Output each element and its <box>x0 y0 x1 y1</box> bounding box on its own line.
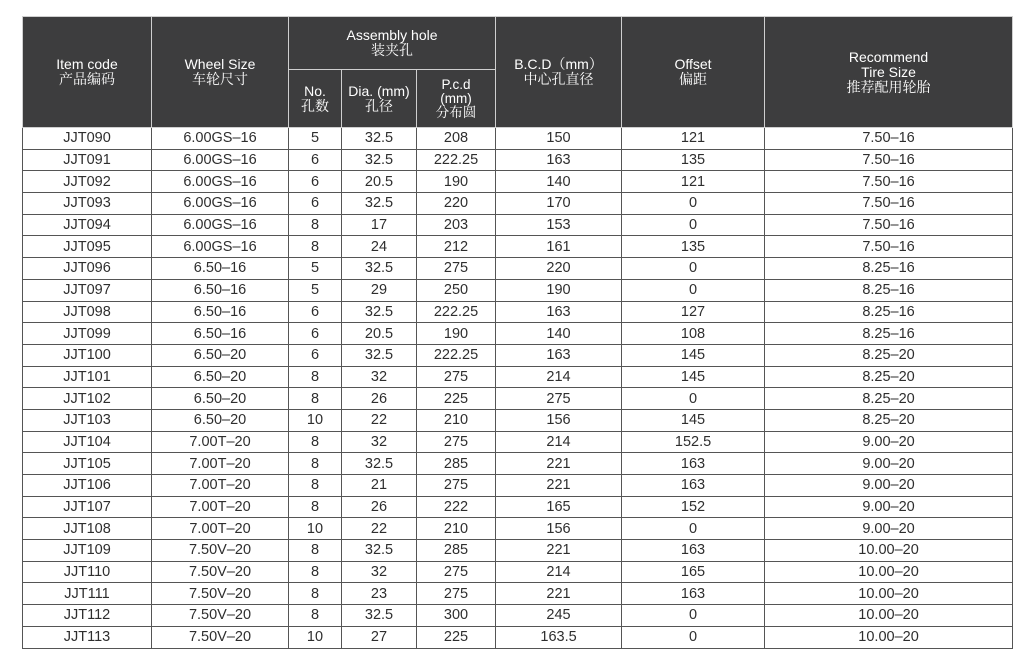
tire-size-cell: 8.25–16 <box>765 258 1013 280</box>
item-code-cell: JJT096 <box>23 258 152 280</box>
pcd-cell: 275 <box>417 475 496 497</box>
hole-number-cell: 8 <box>289 366 342 388</box>
hole-number-cell: 5 <box>289 279 342 301</box>
bcd-cell: 245 <box>496 605 622 627</box>
wheel-size-cell: 7.00T–20 <box>152 475 289 497</box>
hole-diameter-cell: 32.5 <box>342 453 417 475</box>
item-code-cell: JJT106 <box>23 475 152 497</box>
hole-number-cell: 8 <box>289 561 342 583</box>
pcd-cell: 285 <box>417 540 496 562</box>
offset-cell: 0 <box>622 605 765 627</box>
tire-size-cell: 7.50–16 <box>765 149 1013 171</box>
table-row <box>23 583 1013 605</box>
wheel-size-cell: 6.50–20 <box>152 388 289 410</box>
header-recommend-tire-size: Recommend Tire Size 推荐配用轮胎 <box>765 17 1013 128</box>
wheel-size-cell: 6.50–16 <box>152 323 289 345</box>
pcd-cell: 212 <box>417 236 496 258</box>
header-hole-diameter: Dia. (mm) 孔径 <box>342 70 417 128</box>
hole-diameter-cell: 32 <box>342 561 417 583</box>
item-code-cell: JJT109 <box>23 540 152 562</box>
item-code-cell: JJT100 <box>23 344 152 366</box>
tire-size-cell: 8.25–20 <box>765 388 1013 410</box>
tire-size-cell: 8.25–16 <box>765 301 1013 323</box>
pcd-cell: 190 <box>417 323 496 345</box>
item-code-cell: JJT101 <box>23 366 152 388</box>
hole-number-cell: 6 <box>289 171 342 193</box>
table-row <box>23 518 1013 540</box>
tire-size-cell: 9.00–20 <box>765 431 1013 453</box>
hole-number-cell: 5 <box>289 128 342 150</box>
item-code-cell: JJT097 <box>23 279 152 301</box>
wheel-size-cell: 7.00T–20 <box>152 431 289 453</box>
wheel-size-cell: 6.50–16 <box>152 258 289 280</box>
table-row <box>23 344 1013 366</box>
header-bcd: B.C.D（mm） 中心孔直径 <box>496 17 622 128</box>
bcd-cell: 163.5 <box>496 626 622 648</box>
pcd-cell: 222 <box>417 496 496 518</box>
hole-diameter-cell: 26 <box>342 496 417 518</box>
hole-number-cell: 5 <box>289 258 342 280</box>
bcd-cell: 161 <box>496 236 622 258</box>
tire-size-cell: 8.25–20 <box>765 344 1013 366</box>
offset-cell: 165 <box>622 561 765 583</box>
tire-size-cell: 8.25–16 <box>765 279 1013 301</box>
offset-cell: 163 <box>622 475 765 497</box>
tire-size-cell: 10.00–20 <box>765 605 1013 627</box>
table-row <box>23 171 1013 193</box>
offset-cell: 0 <box>622 626 765 648</box>
wheel-size-cell: 6.50–16 <box>152 279 289 301</box>
pcd-cell: 210 <box>417 518 496 540</box>
hole-number-cell: 8 <box>289 236 342 258</box>
table-row <box>23 388 1013 410</box>
hole-diameter-cell: 20.5 <box>342 323 417 345</box>
tire-size-cell: 9.00–20 <box>765 453 1013 475</box>
bcd-cell: 221 <box>496 475 622 497</box>
pcd-cell: 250 <box>417 279 496 301</box>
tire-size-cell: 10.00–20 <box>765 626 1013 648</box>
offset-cell: 163 <box>622 583 765 605</box>
table-header <box>23 17 1013 128</box>
table-row <box>23 236 1013 258</box>
table-body <box>23 128 1013 649</box>
offset-cell: 0 <box>622 214 765 236</box>
hole-diameter-cell: 32.5 <box>342 193 417 215</box>
bcd-cell: 163 <box>496 301 622 323</box>
tire-size-cell: 8.25–20 <box>765 366 1013 388</box>
table-row <box>23 366 1013 388</box>
tire-size-cell: 8.25–20 <box>765 409 1013 431</box>
wheel-size-cell: 6.00GS–16 <box>152 149 289 171</box>
table-row <box>23 453 1013 475</box>
wheel-size-cell: 6.00GS–16 <box>152 236 289 258</box>
pcd-cell: 275 <box>417 561 496 583</box>
hole-diameter-cell: 32 <box>342 366 417 388</box>
tire-size-cell: 9.00–20 <box>765 496 1013 518</box>
item-code-cell: JJT107 <box>23 496 152 518</box>
offset-cell: 145 <box>622 344 765 366</box>
item-code-cell: JJT105 <box>23 453 152 475</box>
table-row <box>23 323 1013 345</box>
wheel-size-cell: 6.50–20 <box>152 366 289 388</box>
hole-diameter-cell: 32.5 <box>342 258 417 280</box>
hole-diameter-cell: 23 <box>342 583 417 605</box>
bcd-cell: 150 <box>496 128 622 150</box>
tire-size-cell: 7.50–16 <box>765 214 1013 236</box>
pcd-cell: 275 <box>417 258 496 280</box>
offset-cell: 135 <box>622 236 765 258</box>
bcd-cell: 220 <box>496 258 622 280</box>
header-hole-number: No. 孔数 <box>289 70 342 128</box>
pcd-cell: 208 <box>417 128 496 150</box>
wheel-size-cell: 6.00GS–16 <box>152 193 289 215</box>
bcd-cell: 214 <box>496 431 622 453</box>
hole-diameter-cell: 32.5 <box>342 344 417 366</box>
header-wheel-size: Wheel Size 车轮尺寸 <box>152 17 289 128</box>
bcd-cell: 165 <box>496 496 622 518</box>
wheel-size-cell: 7.50V–20 <box>152 561 289 583</box>
offset-cell: 152 <box>622 496 765 518</box>
pcd-cell: 225 <box>417 626 496 648</box>
hole-diameter-cell: 17 <box>342 214 417 236</box>
hole-diameter-cell: 26 <box>342 388 417 410</box>
hole-number-cell: 6 <box>289 323 342 345</box>
hole-number-cell: 8 <box>289 475 342 497</box>
hole-number-cell: 8 <box>289 583 342 605</box>
item-code-cell: JJT099 <box>23 323 152 345</box>
wheel-size-cell: 6.00GS–16 <box>152 128 289 150</box>
offset-cell: 0 <box>622 258 765 280</box>
header-item-code: Item code 产品编码 <box>23 17 152 128</box>
item-code-cell: JJT098 <box>23 301 152 323</box>
item-code-cell: JJT090 <box>23 128 152 150</box>
wheel-spec-table <box>22 16 1013 649</box>
wheel-size-cell: 7.50V–20 <box>152 626 289 648</box>
pcd-cell: 285 <box>417 453 496 475</box>
bcd-cell: 156 <box>496 409 622 431</box>
hole-diameter-cell: 32.5 <box>342 301 417 323</box>
offset-cell: 135 <box>622 149 765 171</box>
offset-cell: 163 <box>622 540 765 562</box>
table-row <box>23 540 1013 562</box>
offset-cell: 127 <box>622 301 765 323</box>
bcd-cell: 156 <box>496 518 622 540</box>
header-offset: Offset 偏距 <box>622 17 765 128</box>
table-row <box>23 409 1013 431</box>
tire-size-cell: 9.00–20 <box>765 475 1013 497</box>
hole-diameter-cell: 32.5 <box>342 605 417 627</box>
bcd-cell: 221 <box>496 583 622 605</box>
item-code-cell: JJT104 <box>23 431 152 453</box>
bcd-cell: 153 <box>496 214 622 236</box>
table-row <box>23 431 1013 453</box>
tire-size-cell: 7.50–16 <box>765 128 1013 150</box>
hole-number-cell: 8 <box>289 214 342 236</box>
wheel-size-cell: 6.50–20 <box>152 344 289 366</box>
table-row <box>23 193 1013 215</box>
wheel-size-cell: 7.00T–20 <box>152 496 289 518</box>
offset-cell: 145 <box>622 366 765 388</box>
offset-cell: 121 <box>622 171 765 193</box>
hole-diameter-cell: 24 <box>342 236 417 258</box>
hole-number-cell: 8 <box>289 431 342 453</box>
tire-size-cell: 9.00–20 <box>765 518 1013 540</box>
table-row <box>23 149 1013 171</box>
item-code-cell: JJT111 <box>23 583 152 605</box>
offset-cell: 163 <box>622 453 765 475</box>
tire-size-cell: 10.00–20 <box>765 540 1013 562</box>
hole-number-cell: 8 <box>289 453 342 475</box>
hole-number-cell: 6 <box>289 344 342 366</box>
bcd-cell: 140 <box>496 323 622 345</box>
bcd-cell: 163 <box>496 344 622 366</box>
bcd-cell: 163 <box>496 149 622 171</box>
offset-cell: 0 <box>622 193 765 215</box>
tire-size-cell: 8.25–16 <box>765 323 1013 345</box>
hole-diameter-cell: 32.5 <box>342 149 417 171</box>
hole-diameter-cell: 32.5 <box>342 128 417 150</box>
wheel-size-cell: 6.50–16 <box>152 301 289 323</box>
offset-cell: 121 <box>622 128 765 150</box>
hole-diameter-cell: 22 <box>342 518 417 540</box>
bcd-cell: 170 <box>496 193 622 215</box>
pcd-cell: 222.25 <box>417 149 496 171</box>
table-row <box>23 605 1013 627</box>
table-row <box>23 214 1013 236</box>
item-code-cell: JJT092 <box>23 171 152 193</box>
hole-number-cell: 6 <box>289 149 342 171</box>
wheel-size-cell: 7.00T–20 <box>152 453 289 475</box>
bcd-cell: 221 <box>496 453 622 475</box>
tire-size-cell: 10.00–20 <box>765 583 1013 605</box>
offset-cell: 108 <box>622 323 765 345</box>
bcd-cell: 214 <box>496 561 622 583</box>
item-code-cell: JJT095 <box>23 236 152 258</box>
tire-size-cell: 10.00–20 <box>765 561 1013 583</box>
hole-diameter-cell: 27 <box>342 626 417 648</box>
offset-cell: 145 <box>622 409 765 431</box>
pcd-cell: 190 <box>417 171 496 193</box>
hole-diameter-cell: 22 <box>342 409 417 431</box>
hole-number-cell: 8 <box>289 496 342 518</box>
bcd-cell: 214 <box>496 366 622 388</box>
table-row <box>23 626 1013 648</box>
wheel-size-cell: 7.00T–20 <box>152 518 289 540</box>
hole-diameter-cell: 32 <box>342 431 417 453</box>
item-code-cell: JJT112 <box>23 605 152 627</box>
table-row <box>23 475 1013 497</box>
item-code-cell: JJT110 <box>23 561 152 583</box>
hole-number-cell: 6 <box>289 193 342 215</box>
header-pcd: P.c.d (mm) 分布圆 <box>417 70 496 128</box>
table-row <box>23 279 1013 301</box>
pcd-cell: 275 <box>417 583 496 605</box>
hole-number-cell: 6 <box>289 301 342 323</box>
hole-diameter-cell: 20.5 <box>342 171 417 193</box>
offset-cell: 152.5 <box>622 431 765 453</box>
offset-cell: 0 <box>622 518 765 540</box>
wheel-size-cell: 6.00GS–16 <box>152 171 289 193</box>
item-code-cell: JJT108 <box>23 518 152 540</box>
wheel-size-cell: 6.50–20 <box>152 409 289 431</box>
hole-number-cell: 8 <box>289 540 342 562</box>
bcd-cell: 275 <box>496 388 622 410</box>
tire-size-cell: 7.50–16 <box>765 236 1013 258</box>
item-code-cell: JJT103 <box>23 409 152 431</box>
table-row <box>23 301 1013 323</box>
hole-number-cell: 10 <box>289 518 342 540</box>
header-assembly-hole: Assembly hole 装夹孔 <box>289 17 496 70</box>
table-row <box>23 128 1013 150</box>
pcd-cell: 220 <box>417 193 496 215</box>
bcd-cell: 140 <box>496 171 622 193</box>
item-code-cell: JJT102 <box>23 388 152 410</box>
pcd-cell: 222.25 <box>417 301 496 323</box>
offset-cell: 0 <box>622 388 765 410</box>
hole-diameter-cell: 21 <box>342 475 417 497</box>
bcd-cell: 221 <box>496 540 622 562</box>
table-row <box>23 561 1013 583</box>
item-code-cell: JJT091 <box>23 149 152 171</box>
pcd-cell: 203 <box>417 214 496 236</box>
bcd-cell: 190 <box>496 279 622 301</box>
item-code-cell: JJT094 <box>23 214 152 236</box>
hole-number-cell: 8 <box>289 605 342 627</box>
hole-number-cell: 10 <box>289 626 342 648</box>
table-row <box>23 496 1013 518</box>
pcd-cell: 222.25 <box>417 344 496 366</box>
tire-size-cell: 7.50–16 <box>765 193 1013 215</box>
item-code-cell: JJT093 <box>23 193 152 215</box>
pcd-cell: 210 <box>417 409 496 431</box>
offset-cell: 0 <box>622 279 765 301</box>
wheel-size-cell: 7.50V–20 <box>152 583 289 605</box>
pcd-cell: 275 <box>417 431 496 453</box>
pcd-cell: 300 <box>417 605 496 627</box>
wheel-size-cell: 6.00GS–16 <box>152 214 289 236</box>
pcd-cell: 225 <box>417 388 496 410</box>
hole-number-cell: 10 <box>289 409 342 431</box>
tire-size-cell: 7.50–16 <box>765 171 1013 193</box>
hole-diameter-cell: 29 <box>342 279 417 301</box>
wheel-size-cell: 7.50V–20 <box>152 605 289 627</box>
hole-diameter-cell: 32.5 <box>342 540 417 562</box>
hole-number-cell: 8 <box>289 388 342 410</box>
wheel-size-cell: 7.50V–20 <box>152 540 289 562</box>
table-row <box>23 258 1013 280</box>
pcd-cell: 275 <box>417 366 496 388</box>
item-code-cell: JJT113 <box>23 626 152 648</box>
